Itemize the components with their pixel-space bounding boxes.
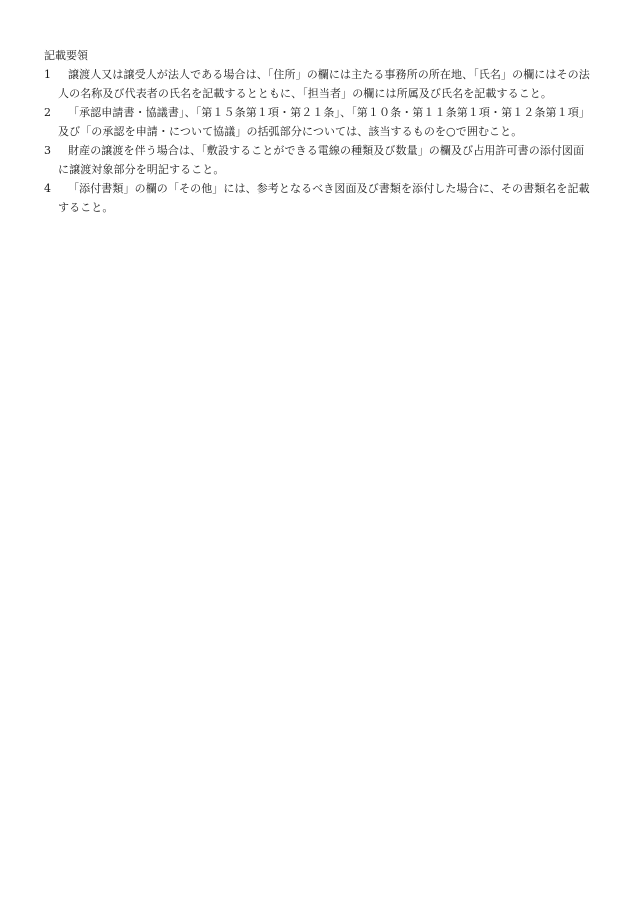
item-number: 1: [44, 68, 52, 81]
item-text: 「承認申請書・協議書」、「第１５条第１項・第２１条」、「第１０条・第１１条第１項・第１２条第１項」及び「の承認を申請・について協議」の括弧部分については、該当するものを○で囲むこと。: [58, 106, 590, 138]
item-number: 2: [44, 106, 52, 119]
item-text: 財産の譲渡を伴う場合は、「敷設することができる電線の種類及び数量」の欄及び占用許可書の添付図面に譲渡対象部分を明記すること。: [58, 144, 585, 176]
instructions-section: [44, 46, 590, 217]
list-item: [44, 65, 590, 103]
list-item: [44, 179, 590, 217]
list-item: [44, 103, 590, 141]
item-text: 「添付書類」の欄の「その他」には、参考となるべき図面及び書類を添付した場合に、その書類名を記載すること。: [58, 182, 590, 214]
section-heading: 記載要領: [44, 49, 88, 62]
item-text: 譲渡人又は譲受人が法人である場合は、「住所」の欄には主たる事務所の所在地、「氏名」の欄にはその法人の名称及び代表者の氏名を記載するとともに、「担当者」の欄には所属及び氏名を記載すること。: [58, 68, 590, 100]
instructions-list: [44, 65, 590, 217]
list-item: [44, 141, 590, 179]
item-number: 4: [44, 182, 52, 195]
item-number: 3: [44, 144, 52, 157]
